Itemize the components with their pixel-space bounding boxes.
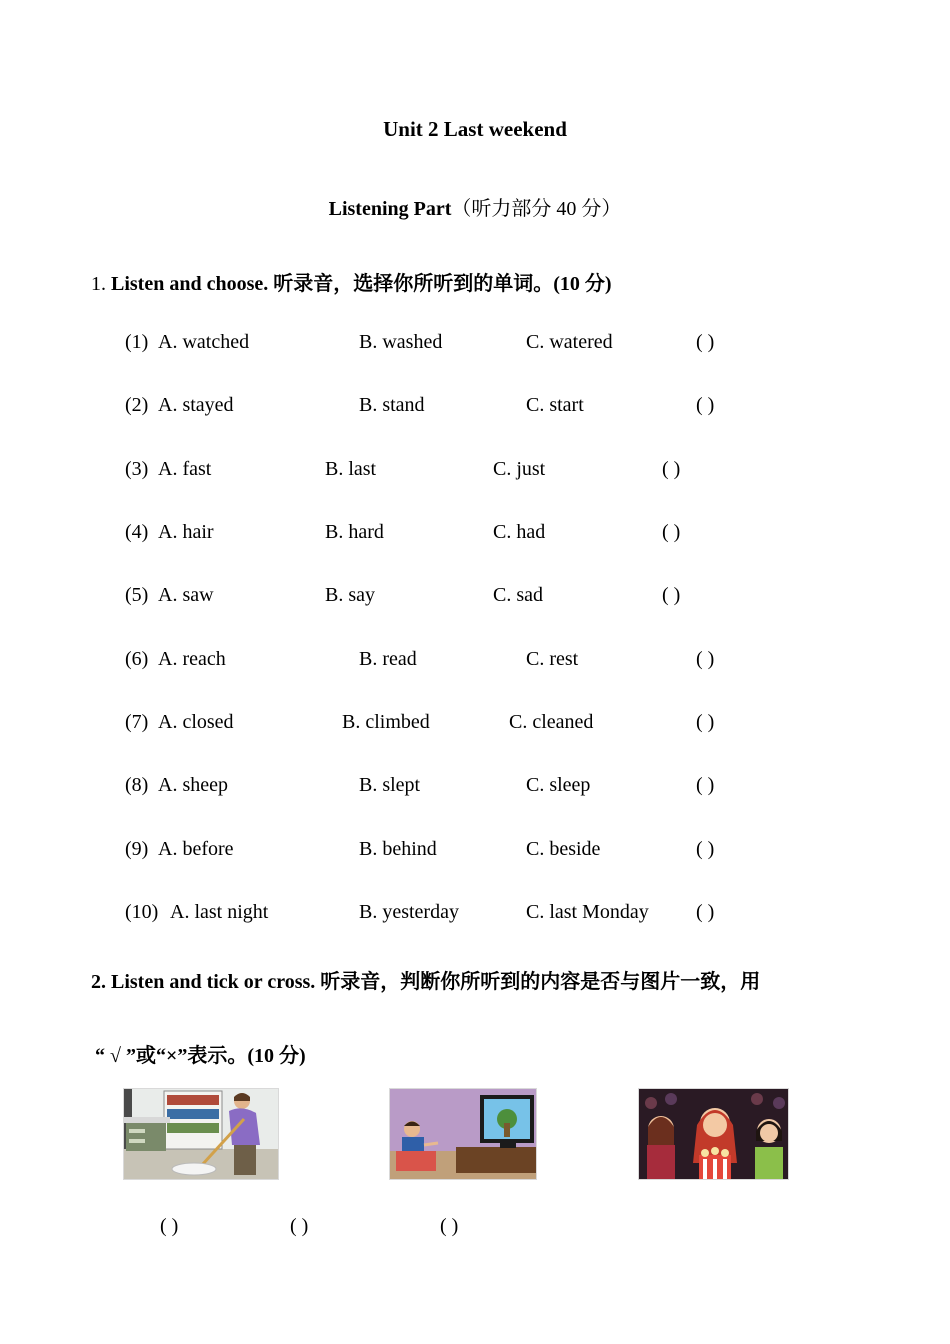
option-a: A. last night [170,901,269,923]
subtitle-cn: （听力部分 40 分） [451,198,622,220]
answer-blank[interactable]: ( ) [696,901,715,923]
option-b: B. last [325,458,377,480]
option-a: A. stayed [158,394,234,416]
subtitle-en: Listening Part [328,198,452,220]
answer-blank[interactable]: ( ) [662,584,681,606]
section2-title-en: Listen and tick or cross. [111,971,316,993]
answer-blank[interactable]: ( ) [696,394,715,416]
option-c: C. cleaned [509,711,594,733]
option-b: B. say [325,584,375,606]
mopping-floor-picture [123,1088,279,1180]
section1-title-cn: 听录音，选择你所听到的单词。 [273,273,554,295]
option-c: C. start [526,394,584,416]
option-a: A. saw [158,584,214,606]
option-b: B. stand [359,394,425,416]
option-a: A. before [158,838,234,860]
watching-tv-picture [389,1088,537,1180]
answer-blank[interactable]: ( ) [662,521,681,543]
answer-blank[interactable]: ( ) [696,648,715,670]
question-number: (9) [125,838,149,860]
option-a: A. sheep [158,774,228,796]
picture1-answer-blank[interactable]: ( ) [160,1215,179,1237]
question-number: (2) [125,394,149,416]
question-number: (3) [125,458,149,480]
answer-blank[interactable]: ( ) [696,331,715,353]
option-b: B. slept [359,774,421,796]
section2-heading-line1 [91,965,760,994]
option-a: A. fast [158,458,212,480]
answer-blank[interactable]: ( ) [696,774,715,796]
option-c: C. had [493,521,546,543]
option-a: A. closed [158,711,234,733]
option-c: C. sad [493,584,543,606]
section1-heading [91,267,612,296]
option-c: C. last Monday [526,901,649,923]
option-b: B. yesterday [359,901,459,923]
section2-heading-line2: “ √ ”或“×”表示。(10 分) [95,1045,306,1067]
question-number: (1) [125,331,149,353]
option-b: B. climbed [342,711,430,733]
option-c: C. watered [526,331,613,353]
subtitle [0,192,950,221]
option-c: C. sleep [526,774,591,796]
page-title: Unit 2 Last weekend [383,117,567,141]
question-number: (4) [125,521,149,543]
option-c: C. rest [526,648,579,670]
option-b: B. behind [359,838,437,860]
option-b: B. washed [359,331,443,353]
answer-blank[interactable]: ( ) [662,458,681,480]
section2-number: 2. [91,971,106,993]
option-b: B. hard [325,521,384,543]
answer-blank[interactable]: ( ) [696,711,715,733]
option-c: C. just [493,458,546,480]
option-a: A. watched [158,331,250,353]
question-number: (10) [125,901,159,923]
question-number: (8) [125,774,149,796]
picture3-answer-blank[interactable]: ( ) [440,1215,459,1237]
picture2-answer-blank[interactable]: ( ) [290,1215,309,1237]
option-a: A. reach [158,648,226,670]
question-number: (7) [125,711,149,733]
option-c: C. beside [526,838,601,860]
question-number: (6) [125,648,149,670]
section1-number: 1. [91,273,106,295]
section1-title-en: Listen and choose. [111,273,269,295]
answer-blank[interactable]: ( ) [696,838,715,860]
cinema-picture [638,1088,789,1180]
question-number: (5) [125,584,149,606]
option-b: B. read [359,648,417,670]
section2-title-cn: 听录音，判断你所听到的内容是否与图片一致，用 [320,971,761,993]
option-a: A. hair [158,521,214,543]
section1-score: (10 分) [553,273,612,295]
